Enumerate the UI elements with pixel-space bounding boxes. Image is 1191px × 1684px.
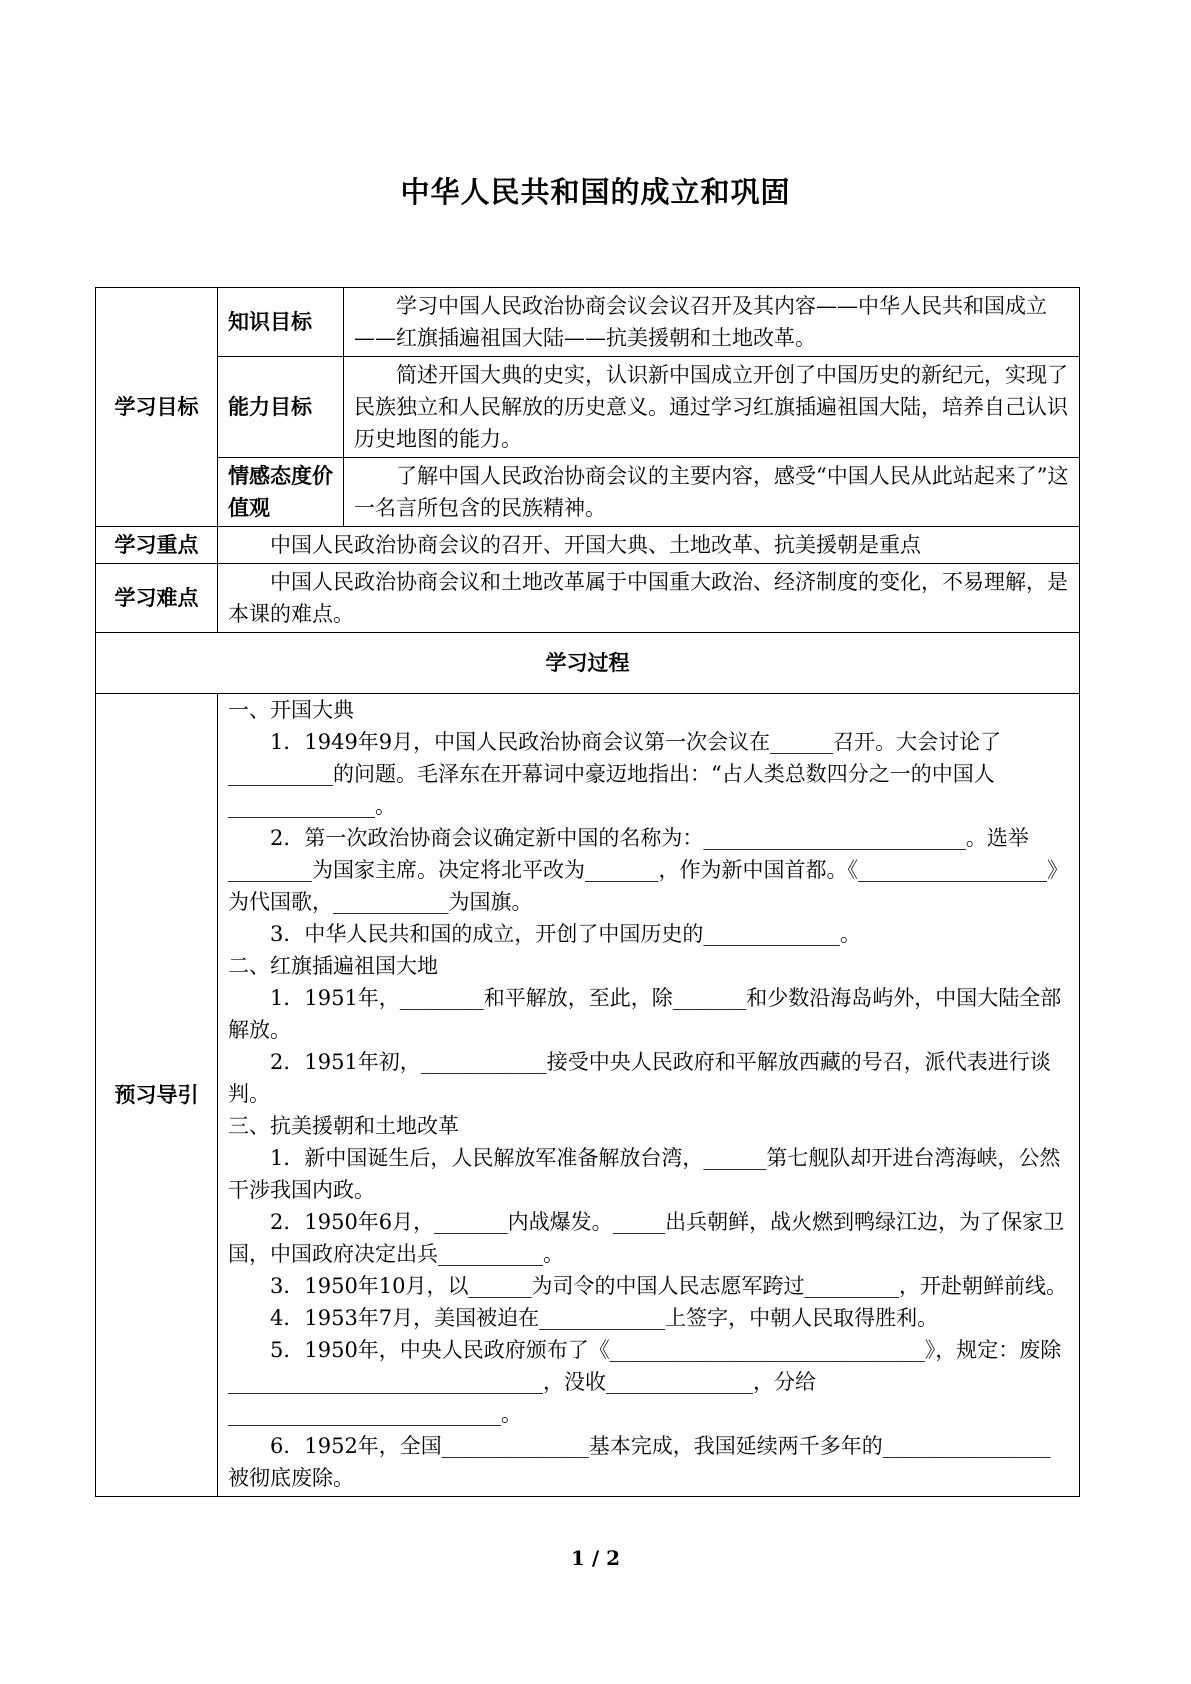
preview-line: 2．1950年6月，_______内战爆发。_____出兵朝鲜，战火燃到鸭绿江边，为了保家卫国，中国政府决定出兵__________。: [228, 1210, 1065, 1266]
preview-line: 三、抗美援朝和土地改革: [228, 1114, 459, 1138]
knowledge-objective-text: [344, 288, 1080, 357]
difficulty-label: 学习难点: [96, 564, 218, 633]
preview-line: 2．第一次政治协商会议确定新中国的名称为：_________________________。选举________为国家主席。决定将北平改为_______，作为新中国首都。《__________________》为代国歌，___________为国旗。: [228, 826, 1068, 914]
emotion-objective-text: [344, 458, 1080, 527]
process-row: [96, 633, 1080, 694]
preview-line: 二、红旗插遍祖国大地: [228, 954, 438, 978]
process-label: 学习过程: [96, 633, 1080, 694]
ability-objective-text: [344, 357, 1080, 458]
emotion-objective-paragraph: 了解中国人民政治协商会议的主要内容，感受“中国人民从此站起来了”这一名言所包含的民族精神。: [354, 464, 1069, 520]
key-point-paragraph: 中国人民政治协商会议的召开、开国大典、土地改革、抗美援朝是重点: [270, 533, 921, 557]
emotion-objective-row: [96, 458, 1080, 527]
page-title: 中华人民共和国的成立和巩固: [400, 175, 791, 209]
key-point-text: [218, 527, 1080, 564]
objectives-label: 学习目标: [96, 288, 218, 527]
preview-content: [218, 694, 1080, 1497]
preview-line: 3．中华人民共和国的成立，开创了中国历史的_____________。: [270, 922, 861, 946]
key-point-label: 学习重点: [96, 527, 218, 564]
preview-line: 3．1950年10月，以______为司令的中国人民志愿军跨过_________，开赴朝鲜前线。: [270, 1274, 1068, 1298]
page-number: 1 / 2: [570, 1546, 621, 1570]
ability-objective-paragraph: 简述开国大典的史实，认识新中国成立开创了中国历史的新纪元，实现了民族独立和人民解放的历史意义。通过学习红旗插遍祖国大陆，培养自己认识历史地图的能力。: [354, 363, 1068, 451]
study-plan-table: [95, 287, 1080, 1497]
difficulty-paragraph: 中国人民政治协商会议和土地改革属于中国重大政治、经济制度的变化，不易理解，是本课的难点。: [228, 570, 1068, 626]
preview-label: 预习导引: [96, 694, 218, 1497]
preview-line: 1．新中国诞生后，人民解放军准备解放台湾，______第七舰队却开进台湾海峡，公然干涉我国内政。: [228, 1146, 1061, 1202]
emotion-objective-label: 情感态度价值观: [218, 458, 344, 527]
difficulty-row: [96, 564, 1080, 633]
preview-line: 一、开国大典: [228, 698, 354, 722]
preview-line: 6．1952年，全国______________基本完成，我国延续两千多年的________________被彻底废除。: [228, 1434, 1051, 1490]
preview-line: 5．1950年，中央人民政府颁布了《______________________________》，规定：废除______________________________，没收______________，分给__________________________。: [228, 1338, 1062, 1426]
key-point-row: [96, 527, 1080, 564]
preview-line: 4．1953年7月，美国被迫在____________上签字，中朝人民取得胜利。: [270, 1306, 939, 1330]
preview-row: [96, 694, 1080, 1497]
ability-objective-row: [96, 357, 1080, 458]
knowledge-objective-paragraph: 学习中国人民政治协商会议会议召开及其内容——中华人民共和国成立——红旗插遍祖国大陆——抗美援朝和土地改革。: [354, 294, 1047, 350]
knowledge-objective-row: [96, 288, 1080, 357]
difficulty-text: [218, 564, 1080, 633]
preview-line: 1．1951年，________和平解放，至此，除_______和少数沿海岛屿外，中国大陆全部解放。: [228, 986, 1062, 1042]
knowledge-objective-label: 知识目标: [218, 288, 344, 357]
preview-line: 2．1951年初，____________接受中央人民政府和平解放西藏的号召，派代表进行谈判。: [228, 1050, 1051, 1106]
preview-line: 1．1949年9月，中国人民政治协商会议第一次会议在______召开。大会讨论了__________的问题。毛泽东在开幕词中豪迈地指出：“占人类总数四分之一的中国人______________。: [228, 730, 1002, 818]
ability-objective-label: 能力目标: [218, 357, 344, 458]
